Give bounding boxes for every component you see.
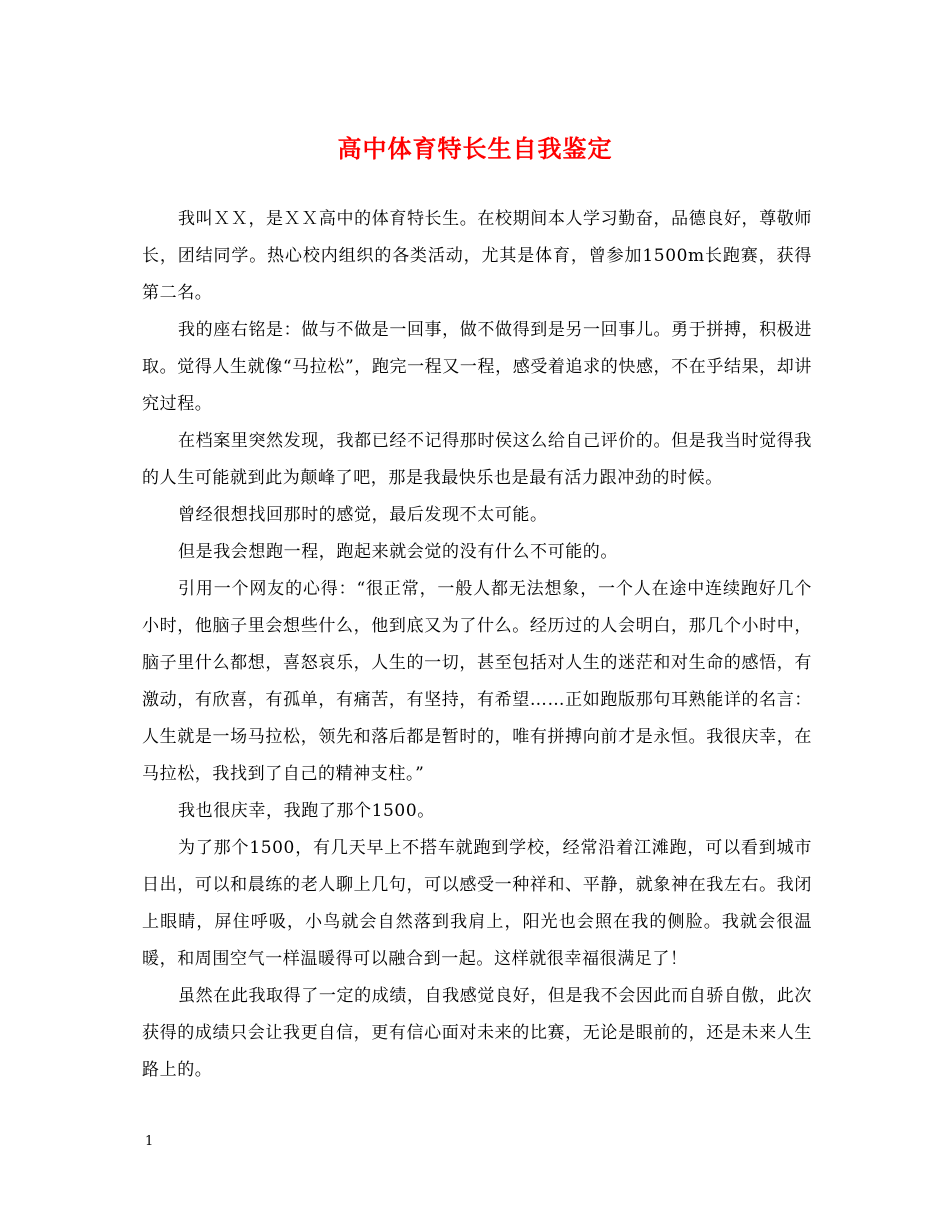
paragraph: 引用一个网友的心得：“很正常，一般人都无法想象，一个人在途中连续跑好几个小时，他脑子里会想些什么，他到底又为了什么。经历过的人会明白，那几个小时中，脑子里什么都想，喜怒哀乐，人生的一切，甚至包括对人生的迷茫和对生命的感悟，有激动，有欣喜，有孤单，有痛苦，有坚持，有希望……正如跑版那句耳熟能详的名言：人生就是一场马拉松，领先和落后都是暂时的，唯有拼搏向前才是永恒。我很庆幸，在马拉松，我找到了自己的精神支柱。”	[142, 579, 812, 784]
paragraph: 为了那个1500，有几天早上不搭车就跑到学校，经常沿着江滩跑，可以看到城市日出，可以和晨练的老人聊上几句，可以感受一种祥和、平静，就象神在我左右。我闭上眼睛，屏住呼吸，小鸟就会自然落到我肩上，阳光也会照在我的侧脸。我就会很温暖，和周围空气一样温暖得可以融合到一起。这样就很幸福很满足了！	[142, 838, 812, 969]
paragraph: 虽然在此我取得了一定的成绩，自我感觉良好，但是我不会因此而自骄自傲，此次获得的成绩只会让我更自信，更有信心面对未来的比赛，无论是眼前的，还是未来人生路上的。	[142, 986, 812, 1080]
paragraph: 但是我会想跑一程，跑起来就会觉的没有什么不可能的。	[178, 542, 618, 562]
document-body	[142, 201, 812, 1089]
paragraph: 在档案里突然发现，我都已经不记得那时侯这么给自己评价的。但是我当时觉得我的人生可能就到此为颠峰了吧，那是我最快乐也是最有活力跟冲劲的时候。	[142, 431, 812, 488]
paragraph: 我也很庆幸，我跑了那个1500。	[178, 801, 435, 821]
paragraph: 我叫ＸＸ，是ＸＸ高中的体育特长生。在校期间本人学习勤奋，品德良好，尊敬师长，团结同学。热心校内组织的各类活动，尤其是体育，曾参加1500m长跑赛，获得第二名。	[142, 209, 812, 303]
document-title: 高中体育特长生自我鉴定	[337, 134, 613, 163]
paragraph: 我的座右铭是：做与不做是一回事，做不做得到是另一回事儿。勇于拼搏，积极进取。觉得人生就像“马拉松”，跑完一程又一程，感受着追求的快感，不在乎结果，却讲究过程。	[142, 320, 812, 414]
page-number: 1	[145, 1134, 154, 1149]
paragraph: 曾经很想找回那时的感觉，最后发现不太可能。	[178, 505, 548, 525]
